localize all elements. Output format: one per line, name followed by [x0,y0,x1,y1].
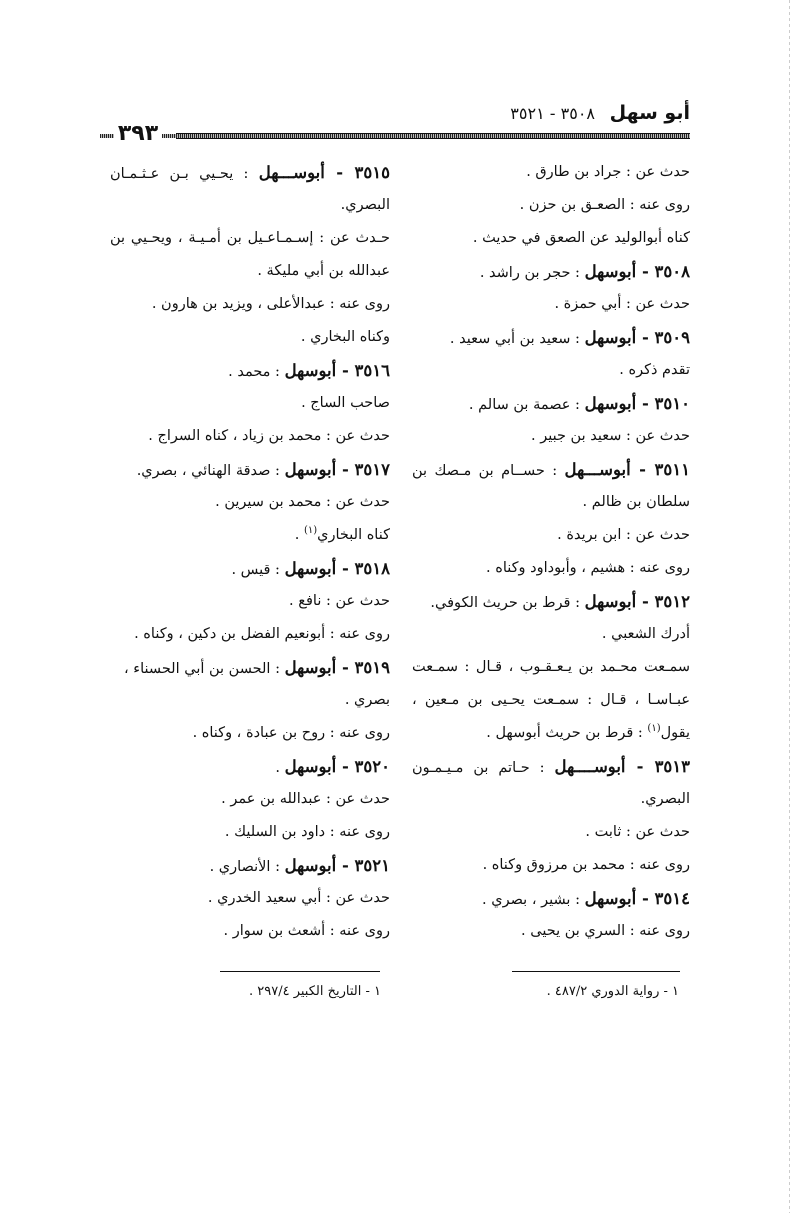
entry-line [412,387,690,420]
entry-heading: ٣٥٢١ - أبوسهل [284,856,390,875]
entry-line [412,750,690,783]
text-line [412,354,690,387]
line-text: حدث عن : محمد بن سيرين . [215,494,390,510]
entry-name: أبوســـهل [564,460,631,479]
entry-name: أبوسهل [284,856,337,875]
entry-heading: ٣٥١١ - أبوســـهل [564,460,690,479]
text-line [412,849,690,882]
line-text: : حســام بن مـصك بن [412,463,558,479]
entry-line [412,255,690,288]
text-line [110,519,390,552]
line-text: وكناه البخاري . [300,329,390,345]
entry-name: أبوسهل [584,394,637,413]
entry-number: ٣٥٠٨ [654,262,690,281]
entry-heading: ٣٥١٧ - أبوسهل [284,460,390,479]
entry-heading: ٣٥١٠ - أبوسهل [584,394,690,413]
entry-name: أبوسهل [284,460,337,479]
entry-line [110,651,390,684]
line-text: تقدم ذكره . [619,362,690,378]
line-text: صاحب الساج . [301,395,390,411]
entry-number: ٣٥١٦ [354,361,390,380]
line-text: كناه البخاري [317,527,390,543]
line-text: : محمد . [228,364,280,380]
scan-edge [789,0,790,1213]
right-column [412,156,690,948]
line-text: روى عنه : روح بن عبادة ، وكناه . [192,725,390,741]
text-line [110,717,390,750]
line-text: . [275,760,280,776]
entry-heading: ٣٥١٨ - أبوسهل [284,559,390,578]
line-text: حدث عن : ابن بريدة . [557,527,690,543]
entry-heading: ٣٥١٦ - أبوسهل [284,361,390,380]
line-text: روى عنه : هشيم ، وأبوداود وكناه . [486,560,690,576]
text-line [412,552,690,585]
footnote-rule-left [220,971,380,972]
text-line [412,783,690,816]
text-line [412,420,690,453]
entry-line [412,321,690,354]
entry-number: ٣٥٢١ [354,856,390,875]
text-line [412,651,690,684]
line-text: أدرك الشعبي . [601,626,690,642]
text-line [110,288,390,321]
entry-number: ٣٥١٠ [654,394,690,413]
entry-name: أبوسهل [584,889,637,908]
text-line [110,684,390,717]
footnote-left: ١ - التاريخ الكبير ٢٩٧/٤ . [249,984,381,999]
entry-line [110,750,390,783]
line-text: حدث عن : محمد بن زياد ، كناه السراج . [148,428,390,444]
line-text: حدث عن : ثابت . [585,824,690,840]
line-text: روى عنه : داود بن السليك . [224,824,390,840]
entry-name: أبوسهل [584,328,637,347]
text-line [412,684,690,717]
header-rule [176,133,690,139]
entry-heading: ٣٥٢٠ - أبوسهل [284,757,390,776]
text-line [412,156,690,189]
text-line [110,321,390,354]
entry-heading: ٣٥٠٩ - أبوسهل [584,328,690,347]
entry-number: ٣٥١٣ [654,757,690,776]
text-line [412,288,690,321]
entry-heading: ٣٥١٢ - أبوسهل [584,592,690,611]
text-line [110,387,390,420]
line-text: : يحـيي بـن عـثـمـان [110,166,249,182]
line-text: روى عنه : محمد بن مرزوق وكناه . [482,857,690,873]
footnote-reference[interactable]: (١) [647,723,661,735]
entry-name: أبوسهل [584,592,637,611]
text-line [110,915,390,948]
line-text: سمـعت محـمد بن يـعـقـوب ، قـال : سمـعت [412,659,690,675]
entry-line [110,552,390,585]
entry-number: ٣٥٠٩ [654,328,690,347]
text-line [110,222,390,255]
text-line [412,486,690,519]
entry-line [412,585,690,618]
text-line [110,783,390,816]
entry-line [110,354,390,387]
entry-name: أبوســــهل [554,757,626,776]
entry-name: أبوســـهل [258,163,325,182]
text-line [412,519,690,552]
line-text: : الأنصاري . [209,859,280,875]
entry-name: أبوسهل [284,757,337,776]
entry-number: ٣٥١٧ [354,460,390,479]
entry-heading: ٣٥١٤ - أبوسهل [584,889,690,908]
text-line [110,255,390,288]
entry-line [110,453,390,486]
line-text: سلطان بن ظالم . [582,494,690,510]
text-line [110,189,390,222]
line-text: . [294,527,300,543]
line-text: يقول [660,725,690,741]
text-line [412,816,690,849]
entry-heading: ٣٥١٣ - أبوســــهل [554,757,690,776]
footnote-rule-right [512,971,680,972]
entry-name: أبوسهل [284,658,337,677]
line-text: : قرط بن حريث الكوفي. [430,595,580,611]
text-line [110,882,390,915]
text-line [110,585,390,618]
line-text: عبدالله بن أبي مليكة . [257,263,390,279]
line-text: البصري. [640,791,690,807]
entry-number: ٣٥٢٠ [354,757,390,776]
text-line [110,486,390,519]
running-header [100,102,690,128]
entry-range: ٣٥٠٨ - ٣٥٢١ [510,104,595,123]
entry-line [412,453,690,486]
line-text: : عصمة بن سالم . [468,397,580,413]
entry-number: ٣٥١٩ [354,658,390,677]
line-text: البصري. [340,197,390,213]
entry-number: ٣٥١٤ [654,889,690,908]
line-text: : صدقة الهنائي ، بصري. [136,463,280,479]
entry-line [110,156,390,189]
line-text: حدث عن : أبي حمزة . [554,296,690,312]
entry-name: أبوسهل [284,361,337,380]
line-text: : حجر بن راشد . [479,265,580,281]
footnote-right: ١ - رواية الدوري ٤٨٧/٢ . [546,984,679,999]
line-text: : حـاتم بن مـيـمـون [412,760,545,776]
line-text: روى عنه : عبدالأعلى ، ويزيد بن هارون . [151,296,390,312]
entry-number: ٣٥١٥ [354,163,390,182]
line-text: : سعيد بن أبي سعيد . [449,331,580,347]
line-text: روى عنه : السري بن يحيى . [521,923,690,939]
line-text: روى عنه : أشعث بن سوار . [223,923,390,939]
entry-number: ٣٥١٨ [354,559,390,578]
entry-line [110,849,390,882]
line-text: روى عنه : الصعـق بن حزن . [519,197,690,213]
line-text: : قيس . [231,562,280,578]
text-line [412,717,690,750]
line-text: : قرط بن حريث أبوسهل . [486,725,643,741]
line-text: : الحسن بن أبي الحسناء ، [123,661,280,677]
line-text: روى عنه : أبونعيم الفضل بن دكين ، وكناه . [134,626,390,642]
line-text: كناه أبوالوليد عن الصعق في حديث . [472,230,690,246]
entry-name: أبوسهل [284,559,337,578]
text-line [412,915,690,948]
entry-heading: ٣٥٠٨ - أبوسهل [584,262,690,281]
footnote-reference[interactable]: (١) [303,525,318,537]
line-text: بصري . [344,692,390,708]
line-text: حدث عن : جراد بن طارق . [526,164,690,180]
text-line [412,618,690,651]
entry-heading: ٣٥١٩ - أبوسهل [284,658,390,677]
entry-number: ٣٥١١ [654,460,690,479]
line-text: حدث عن : نافع . [289,593,390,609]
left-column [110,156,390,948]
text-line [110,618,390,651]
line-text: : بشير ، بصري . [482,892,580,908]
entry-heading: ٣٥١٥ - أبوســـهل [258,163,390,182]
text-line [412,189,690,222]
line-text: حدث عن : أبي سعيد الخدري . [207,890,390,906]
line-text: حدث عن : سعيد بن جبير . [531,428,690,444]
text-line [110,816,390,849]
line-text: عبـاسـا ، قـال : سمـعت يحـيى بن مـعين ، [412,692,690,708]
entry-name: أبوسهل [584,262,637,281]
running-title: أبو سهل [609,102,690,124]
text-line [110,420,390,453]
entry-line [412,882,690,915]
entry-number: ٣٥١٢ [654,592,690,611]
line-text: حدث عن : عبدالله بن عمر . [221,791,390,807]
line-text: حـدث عن : إسـمـاعـيل بن أمـيـة ، ويحـيي بن [110,230,390,246]
page-number: ٣٩٣ [100,121,176,146]
text-line [412,222,690,255]
